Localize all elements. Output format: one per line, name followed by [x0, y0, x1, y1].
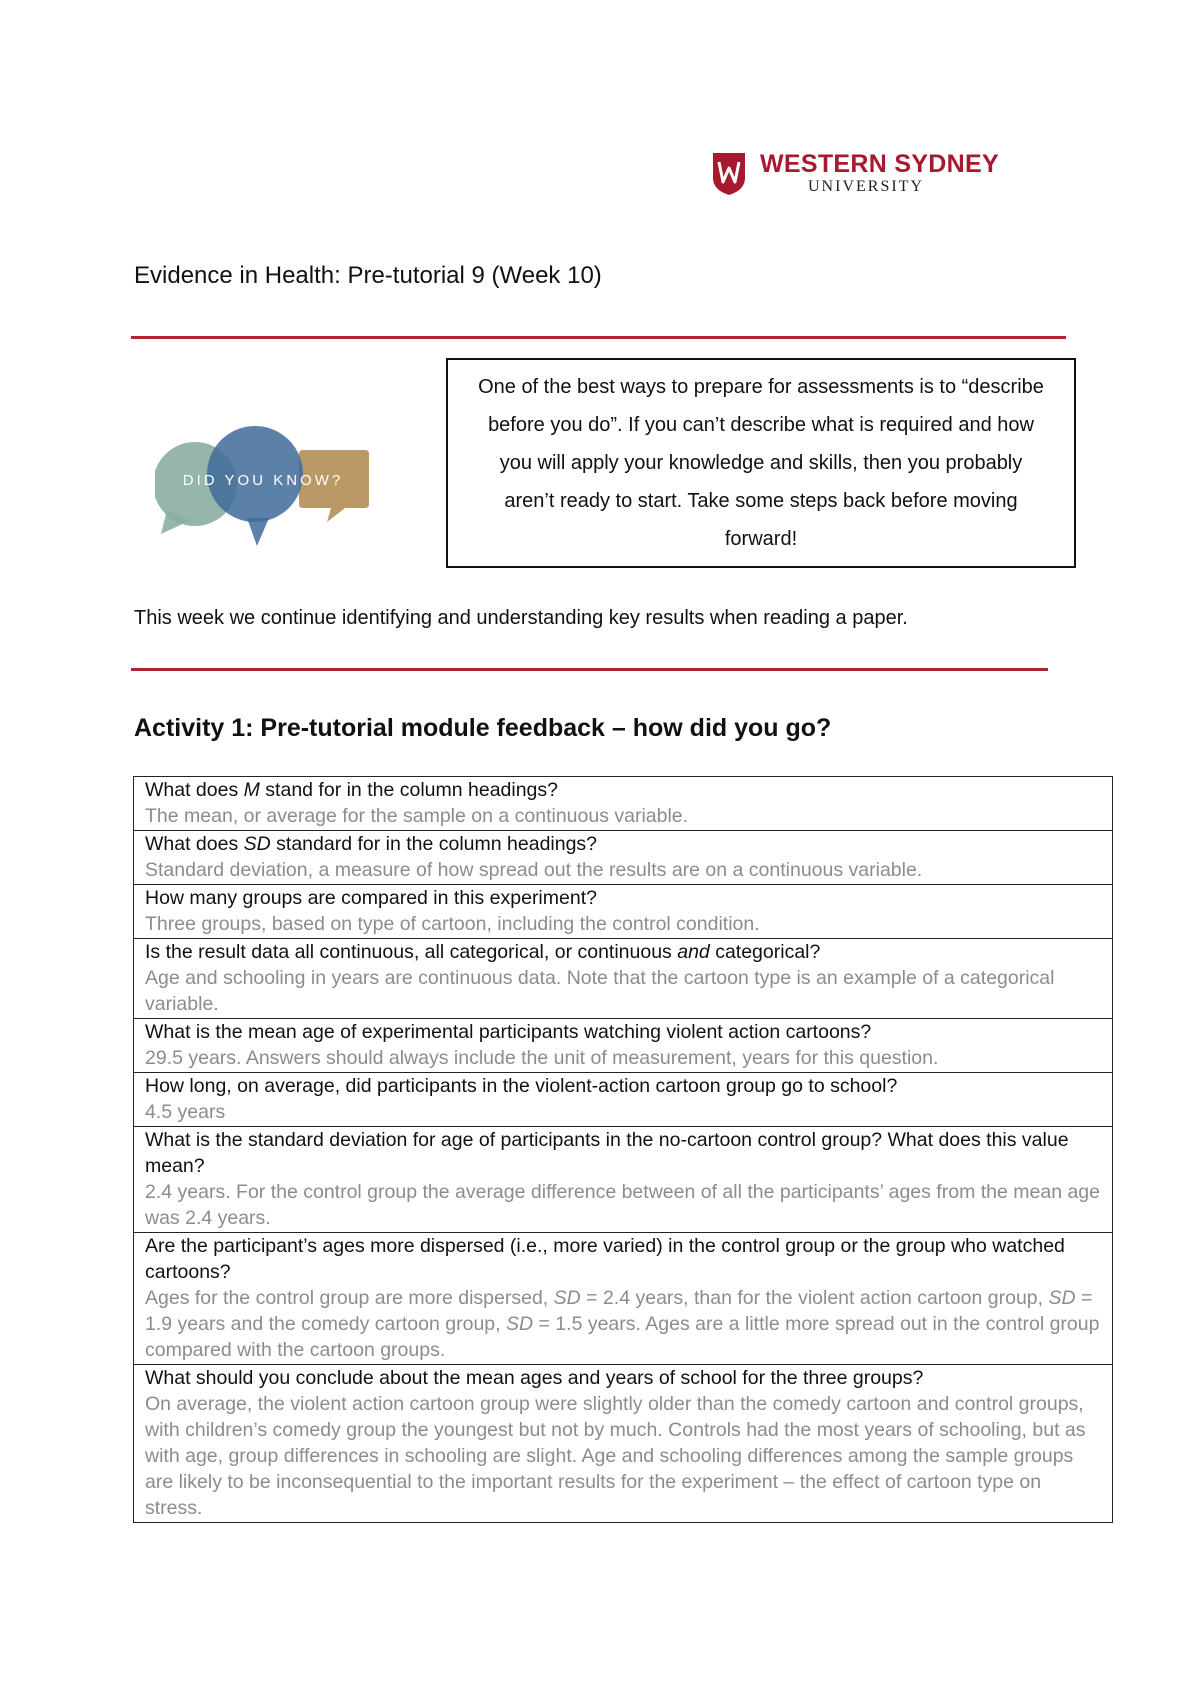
question: How many groups are compared in this experiment? — [145, 887, 597, 909]
question: What is the mean age of experimental participants watching violent action cartoons? — [145, 1021, 872, 1043]
shield-icon — [712, 152, 746, 196]
answer: The mean, or average for the sample on a continuous variable. — [145, 805, 689, 827]
activity-heading: Activity 1: Pre-tutorial module feedback – how did you go? — [134, 714, 832, 742]
tip-text: One of the best ways to prepare for assessments is to “describe before you do”. If you can’t describe what is required and how you will apply your knowledge and skills, then you probably aren’t ready to start. Take some steps back before moving forward! — [478, 376, 1044, 550]
table-row — [134, 831, 1113, 885]
answer: On average, the violent action cartoon group were slightly older than the comedy cartoon and control groups, with children’s comedy group the youngest but not by much. Controls had the most years of schooling, but as with age, group differences in schooling are slight. Age and schooling differences among the sample groups are likely to be inconsequential to the important results for the experiment – the effect of cartoon type on stress. — [145, 1393, 1086, 1519]
table-row — [134, 1127, 1113, 1233]
logo-line1: WESTERN SYDNEY — [760, 150, 999, 178]
answer: Age and schooling in years are continuous data. Note that the cartoon type is an example of a categorical variable. — [145, 967, 1055, 1015]
question: Is the result data all continuous, all categorical, or continuous and categorical? — [145, 941, 821, 963]
question: What should you conclude about the mean ages and years of school for the three groups? — [145, 1367, 924, 1389]
table-row — [134, 777, 1113, 831]
table-row — [134, 1073, 1113, 1127]
logo-line2: UNIVERSITY — [808, 178, 924, 195]
answer: 2.4 years. For the control group the average difference between of all the participants’ ages from the mean age was 2.4 years. — [145, 1181, 1100, 1229]
page-title: Evidence in Health: Pre-tutorial 9 (Week 10) — [134, 262, 602, 289]
feedback-table — [133, 776, 1113, 1523]
answer: Ages for the control group are more dispersed, SD = 2.4 years, than for the violent action cartoon group, SD = 1.9 years and the comedy cartoon group, SD = 1.5 years. Ages are a little more spread out in the control group compared with the cartoon groups. — [145, 1287, 1100, 1361]
question: What is the standard deviation for age of participants in the no-cartoon control group? What does this value mean? — [145, 1129, 1069, 1177]
answer: Three groups, based on type of cartoon, including the control condition. — [145, 913, 760, 935]
table-row — [134, 1365, 1113, 1523]
answer: 4.5 years — [145, 1101, 226, 1123]
question: How long, on average, did participants in the violent-action cartoon group go to school? — [145, 1075, 898, 1097]
university-logo — [712, 150, 999, 198]
table-row — [134, 1233, 1113, 1365]
table-row — [134, 939, 1113, 1019]
question: Are the participant’s ages more dispersed (i.e., more varied) in the control group or the group who watched cartoons? — [145, 1235, 1065, 1283]
did-you-know-label: DID YOU KNOW? — [182, 472, 344, 489]
did-you-know-graphic — [155, 422, 370, 547]
table-row — [134, 1019, 1113, 1073]
answer: Standard deviation, a measure of how spread out the results are on a continuous variable. — [145, 859, 923, 881]
tip-box — [446, 358, 1076, 568]
question: What does M stand for in the column headings? — [145, 779, 558, 801]
divider-top — [131, 336, 1066, 339]
intro-text: This week we continue identifying and understanding key results when reading a paper. — [134, 607, 908, 629]
divider-bottom — [131, 668, 1048, 671]
table-row — [134, 885, 1113, 939]
answer: 29.5 years. Answers should always include the unit of measurement, years for this question. — [145, 1047, 939, 1069]
question: What does SD standard for in the column headings? — [145, 833, 598, 855]
